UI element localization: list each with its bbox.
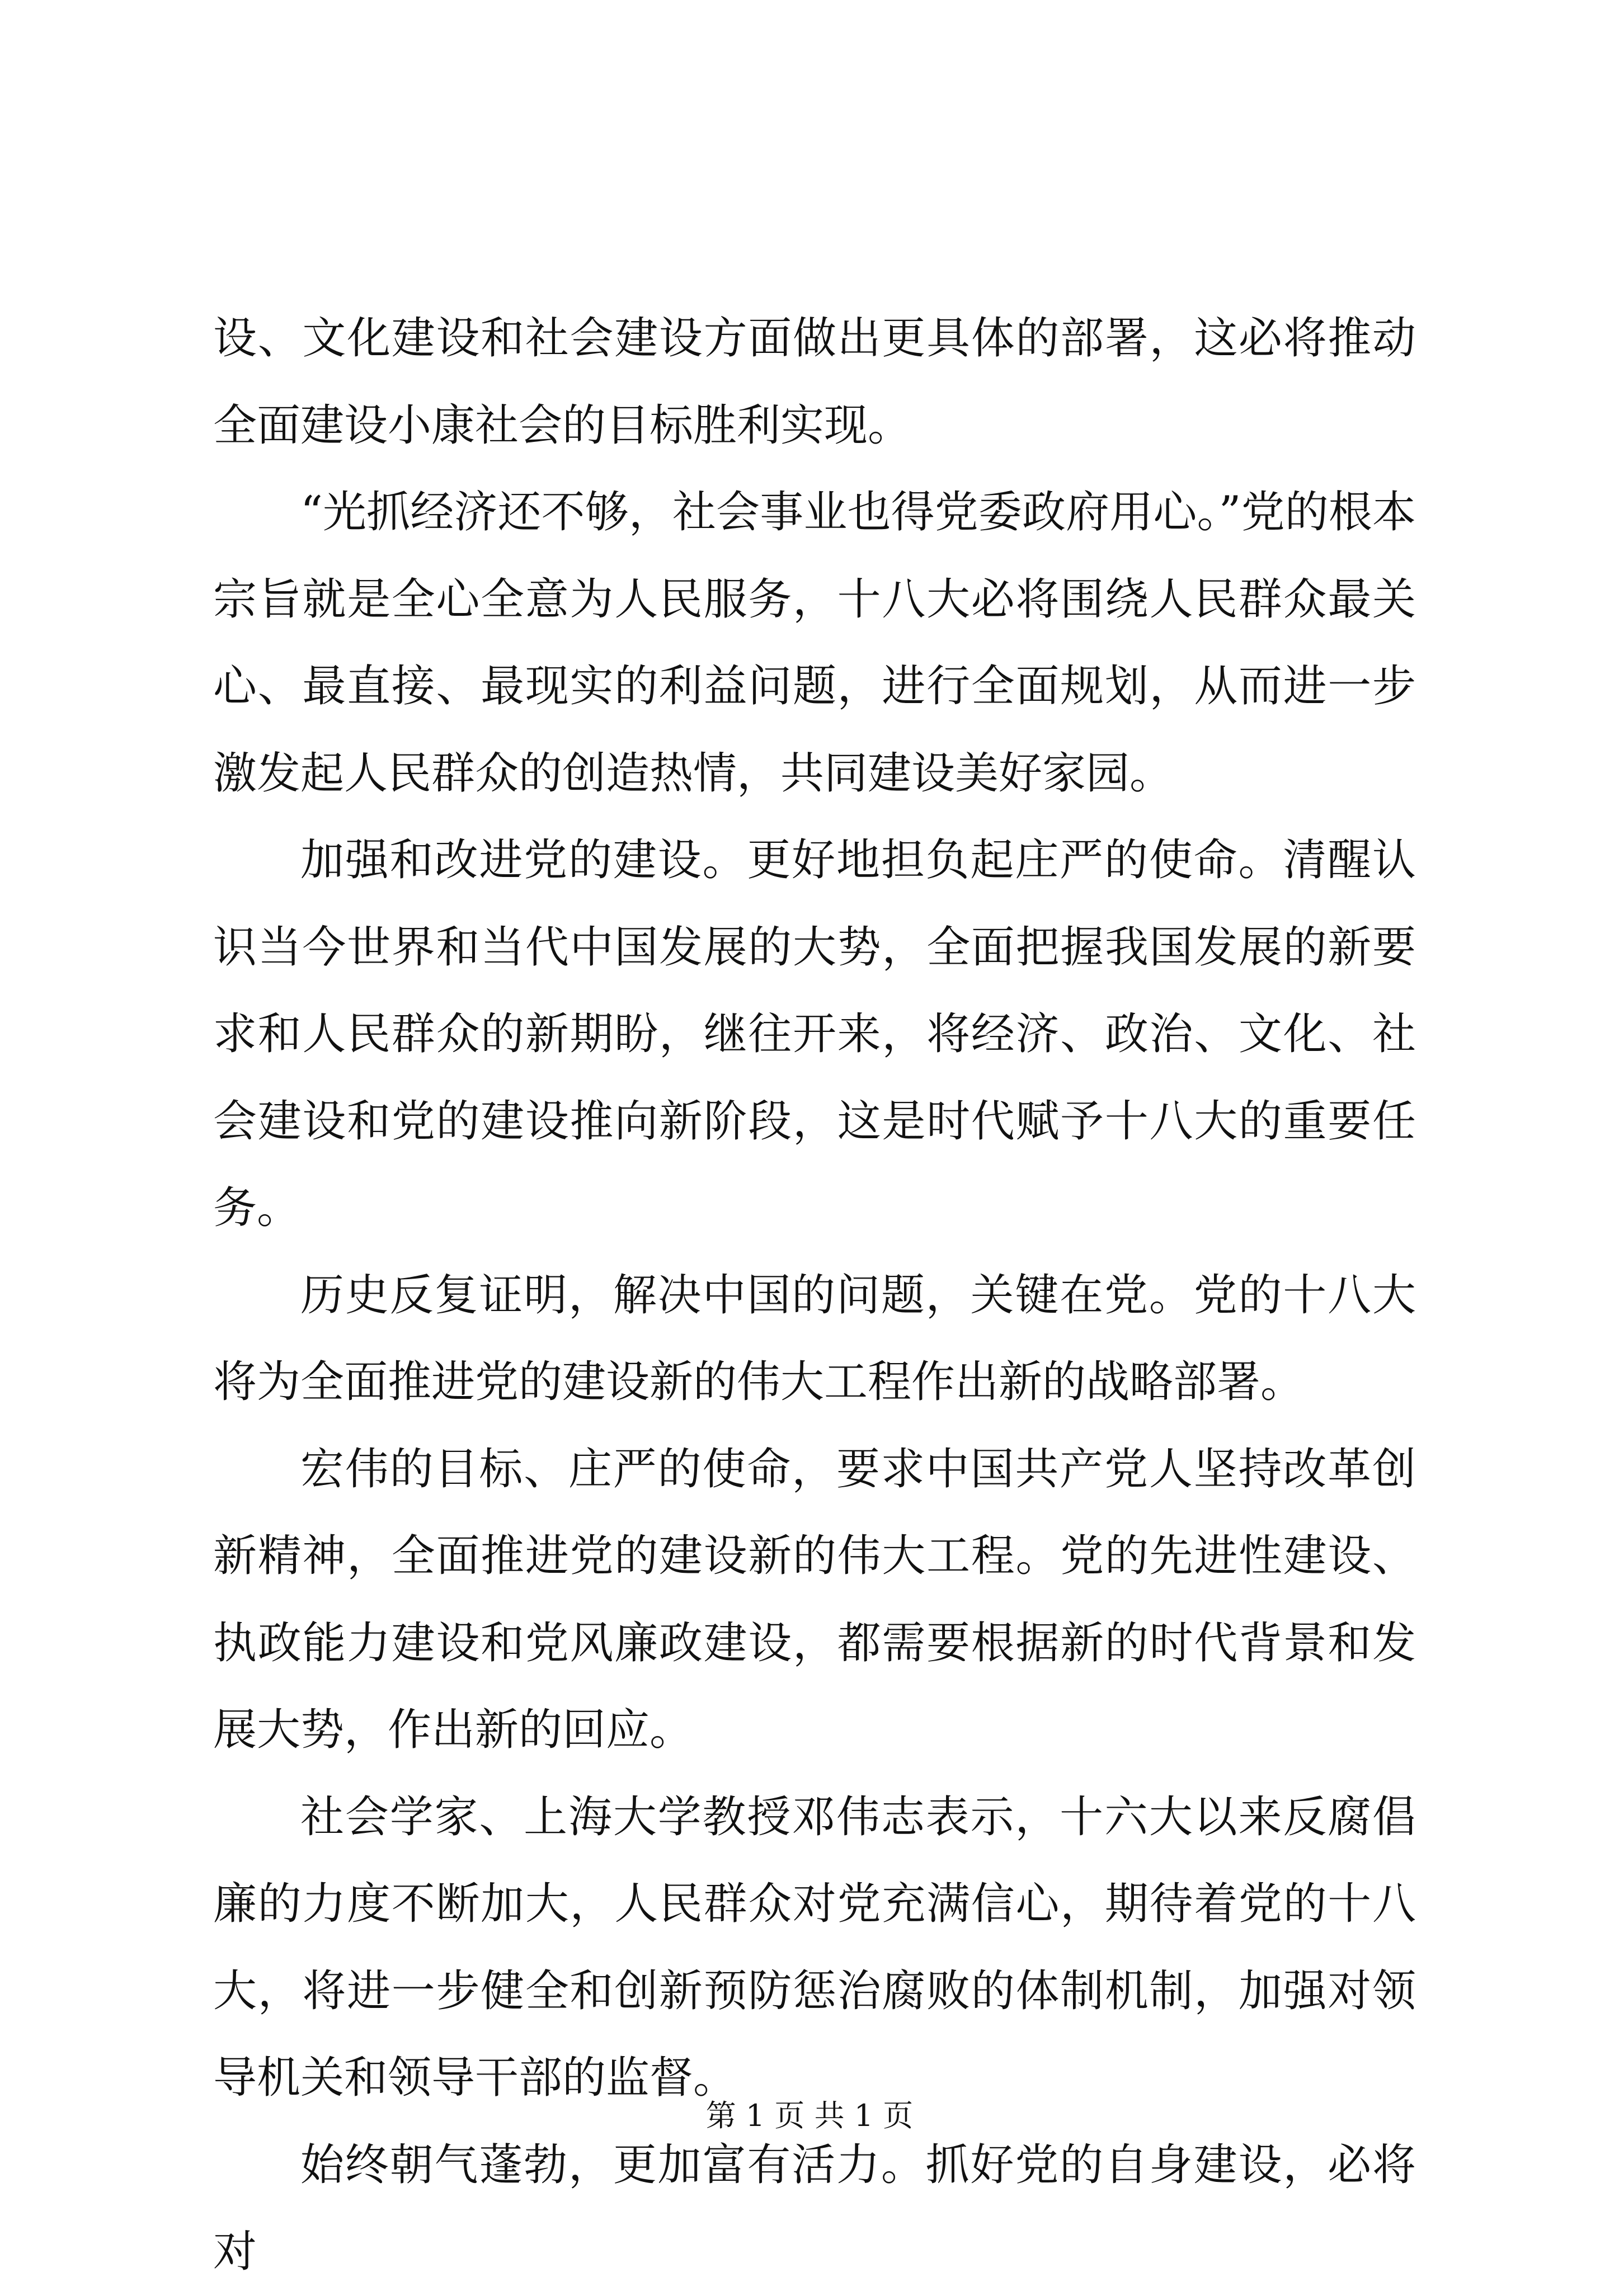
paragraph-7: 始终朝气蓬勃，更加富有活力。抓好党的自身建设，必将对 (213, 2139, 1416, 2277)
page-footer: 第 1 页 共 1 页 (705, 2098, 914, 2133)
paragraph-4: 历史反复证明，解决中国的问题，关键在党。党的十八大将为全面推进党的建设新的伟大工程作出新的战略部署。 (213, 1270, 1416, 1407)
paragraph-1: 设、文化建设和社会建设方面做出更具体的部署，这必将推动全面建设小康社会的目标胜利实现。 (213, 313, 1416, 451)
document-body (213, 295, 1416, 2296)
paragraph-3: 加强和改进党的建设。更好地担负起庄严的使命。清醒认识当今世界和当代中国发展的大势，全面把握我国发展的新要求和人民群众的新期盼，继往开来，将经济、政治、文化、社会建设和党的建设推向新阶段，这是时代赋予十八大的重要任务。 (213, 835, 1416, 1233)
paragraph-5: 宏伟的目标、庄严的使命，要求中国共产党人坚持改革创新精神，全面推进党的建设新的伟大工程。党的先进性建设、执政能力建设和党风廉政建设，都需要根据新的时代背景和发展大势，作出新的回应。 (213, 1444, 1416, 1755)
paragraph-6: 社会学家、上海大学教授邓伟志表示，十六大以来反腐倡廉的力度不断加大，人民群众对党充满信心，期待着党的十八大，将进一步健全和创新预防惩治腐败的体制机制，加强对领导机关和领导干部的监督。 (213, 1791, 1416, 2103)
paragraph-2: “光抓经济还不够，社会事业也得党委政府用心。”党的根本宗旨就是全心全意为人民服务，十八大必将围绕人民群众最关心、最直接、最现实的利益问题，进行全面规划，从而进一步激发起人民群众的创造热情，共同建设美好家园。 (213, 487, 1416, 799)
